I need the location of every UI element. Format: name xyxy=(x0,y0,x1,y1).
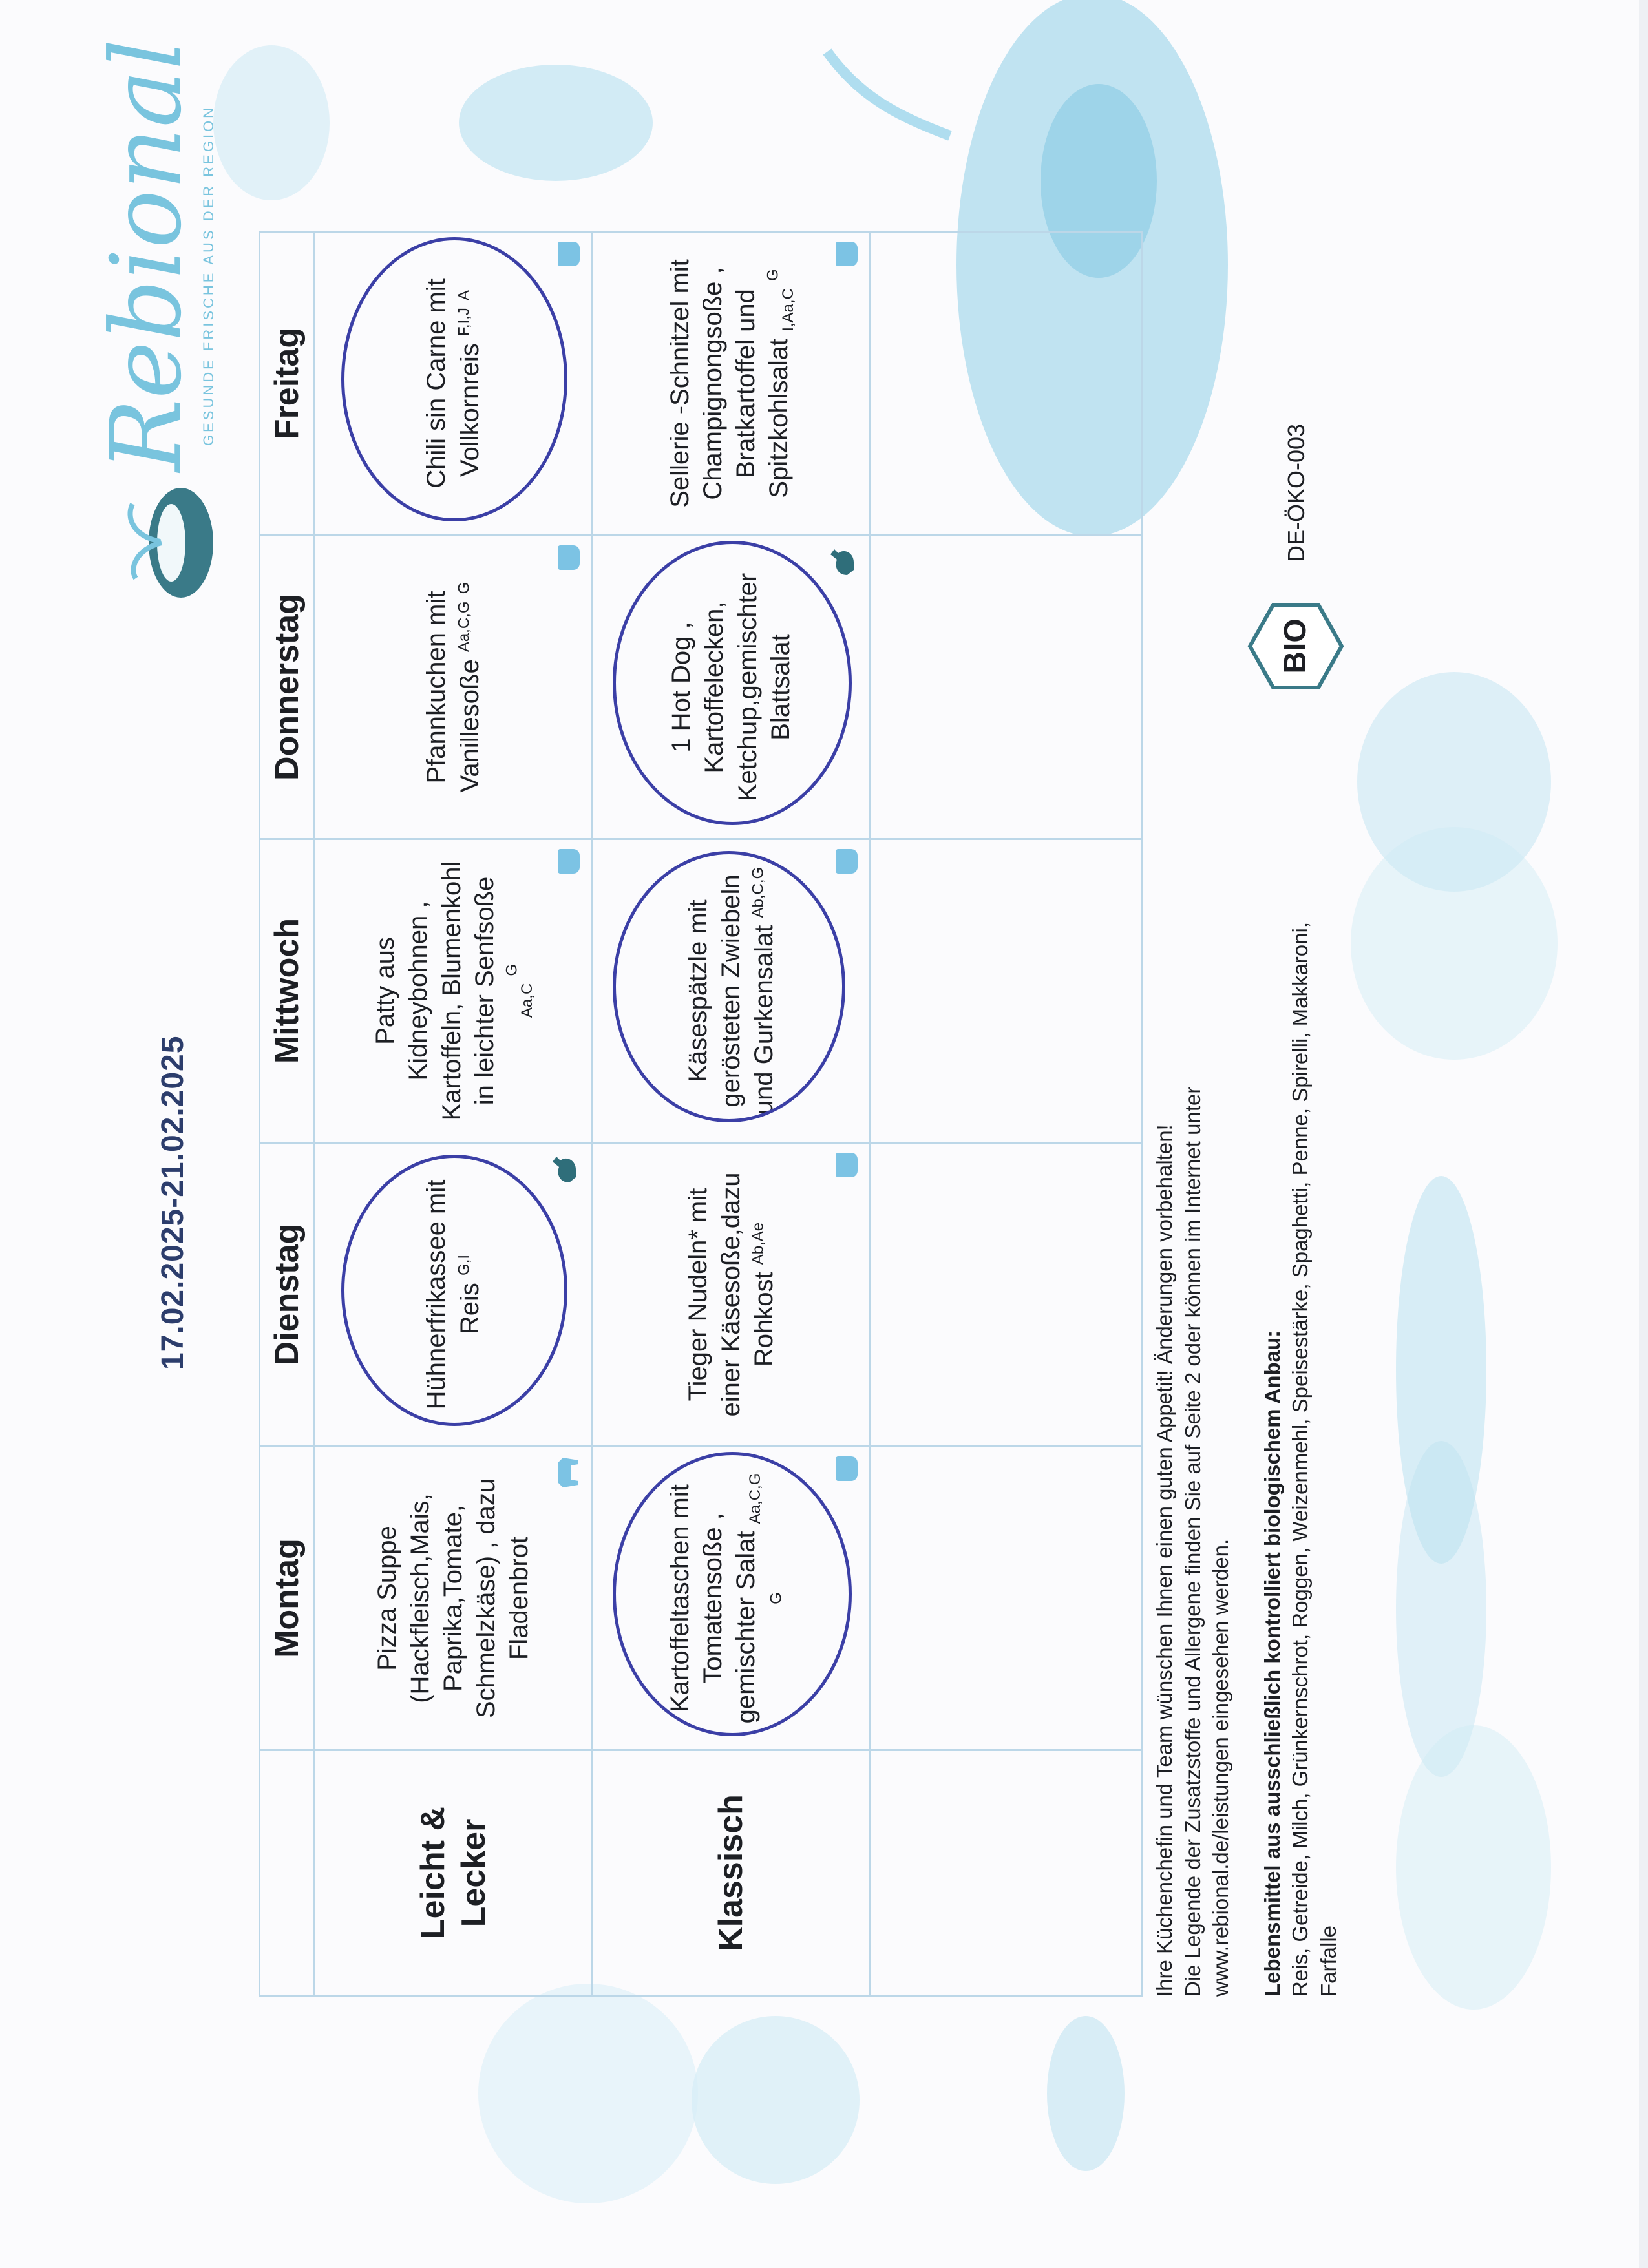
empty-cell xyxy=(871,1750,1142,1996)
vegetarian-icon xyxy=(836,1456,858,1481)
allergen-code: G xyxy=(767,1592,785,1604)
allergen-code: Ab,Ae xyxy=(749,1222,767,1265)
allergen-code: G xyxy=(455,582,473,594)
row-klassisch xyxy=(593,232,871,1996)
rebional-logo xyxy=(90,38,246,607)
brand-name: Rebional xyxy=(90,38,203,472)
allergen-code: Aa,C,G xyxy=(455,601,473,653)
allergen-code: A xyxy=(455,289,473,300)
empty-cell xyxy=(871,1447,1142,1750)
allergen-code: G xyxy=(765,269,783,281)
dish-text: Kartoffeltaschen mit Tomatensoße , gemischter Salat $_{Aa,C,G}$ $^G$ xyxy=(665,1473,785,1724)
day-header: Donnerstag xyxy=(260,536,315,839)
empty-cell xyxy=(871,1143,1142,1447)
brand-tagline: GESUNDE FRISCHE AUS DER REGION xyxy=(200,105,217,446)
dish-text: Sellerie -Schnitzel mit Champignongsoße , Bratkartoffel und Spitzkohlsalat $_{I,Aa,C}$ $^G$ xyxy=(665,259,798,508)
day-header: Montag xyxy=(260,1447,315,1750)
chicken-icon xyxy=(828,545,856,579)
allergen-code: Aa,C,G xyxy=(746,1473,765,1524)
empty-cell xyxy=(871,839,1142,1143)
vegetarian-icon xyxy=(836,849,858,874)
menu-cell xyxy=(593,232,871,536)
bio-heading: Lebensmittel aus ausschließlich kontrolliert biologischem Anbau: xyxy=(1260,1330,1284,1997)
menu-cell xyxy=(315,1143,593,1447)
menu-cell xyxy=(593,839,871,1143)
row-leicht-lecker xyxy=(315,232,593,1996)
footer-notes xyxy=(1150,879,1342,1997)
beef-icon xyxy=(554,1454,582,1491)
vegetarian-icon xyxy=(558,242,580,266)
dish-text: Käsespätzle mit gerösteten Zwiebeln und Gurkensalat $^{Ab,C,G}$ xyxy=(683,866,779,1115)
menu-cell xyxy=(315,536,593,839)
allergen-code: Aa,C xyxy=(518,983,536,1018)
pot-icon xyxy=(97,478,226,607)
row-label: Klassisch xyxy=(593,1750,871,1996)
vegetarian-icon xyxy=(836,1153,858,1177)
dish-text: Chili sin Carne mit Vollkornreis $^{F,I,J}$ $^A$ xyxy=(422,278,484,488)
empty-cell xyxy=(871,232,1142,536)
dish-text: Tieger Nudeln* mit einer Käsesoße,dazu Rohkost $^{Ab,Ae}$ xyxy=(683,1172,779,1417)
empty-cell xyxy=(871,536,1142,839)
date-range-title: 17.02.2025-21.02.2025 xyxy=(156,1035,190,1370)
vegetarian-icon xyxy=(558,545,580,570)
menu-cell xyxy=(593,536,871,839)
vegetarian-icon xyxy=(558,849,580,874)
row-label: Leicht & Lecker xyxy=(315,1750,593,1996)
vegetarian-icon xyxy=(836,242,858,266)
allergen-code: G xyxy=(503,963,521,976)
bio-seal-icon xyxy=(1247,601,1344,691)
bio-ingredient-list: Reis, Getreide, Milch, Grünkernschrot, Roggen, Weizenmehl, Speisestärke, Spaghetti, Penne, Spirelli, Makkaroni, Farfalle xyxy=(1288,921,1340,1997)
day-header: Dienstag xyxy=(260,1143,315,1447)
menu-cell xyxy=(315,232,593,536)
header-row xyxy=(260,232,315,1996)
greeting-text: Ihre Küchenchefin und Team wünschen Ihnen einen guten Appetit! Änderungen vorbehalten! xyxy=(1152,1124,1176,1997)
bio-seal-text: BIO xyxy=(1278,618,1313,674)
allergen-code: I,Aa,C xyxy=(779,288,798,331)
allergen-code: G,I xyxy=(455,1254,473,1276)
dish-text: Hühnerfrikassee mit Reis $^{G,I}$ xyxy=(422,1179,484,1410)
menu-cell xyxy=(593,1447,871,1750)
menu-cell xyxy=(593,1143,871,1447)
allergen-code: Ab,C,G xyxy=(749,866,767,918)
chicken-icon xyxy=(550,1153,578,1186)
dish-text: Pfannkuchen mit Vanillesoße $^{Aa,C,G}$ $^G$ xyxy=(422,582,484,793)
dish-text: 1 Hot Dog , Kartoffelecken, Ketchup,gemischter Blattsalat xyxy=(667,572,795,802)
eco-control-code: DE-ÖKO-003 xyxy=(1283,423,1309,562)
dish-text: Patty aus Kidneybohnen , Kartoffeln, Blumenkohl in leichter Senfsoße $_{Aa,C}$ $^G$ xyxy=(371,861,536,1121)
menu-cell xyxy=(315,839,593,1143)
menu-cell xyxy=(315,1447,593,1750)
menu-table xyxy=(259,231,1143,1997)
allergen-code: F,I,J xyxy=(455,308,473,337)
row-empty xyxy=(871,232,1142,1996)
day-header: Mittwoch xyxy=(260,839,315,1143)
corner-cell xyxy=(260,1750,315,1996)
dish-text: Pizza Suppe (Hackfleisch,Mais, Paprika,Tomate, Schmelzkäse) , dazu Fladenbrot xyxy=(372,1478,534,1719)
day-header: Freitag xyxy=(260,232,315,536)
allergen-legend-text: Die Legende der Zusatzstoffe und Allergene finden Sie auf Seite 2 oder können im Internet unter www.rebional.de/leistungen eingesehen werden. xyxy=(1180,1086,1233,1997)
